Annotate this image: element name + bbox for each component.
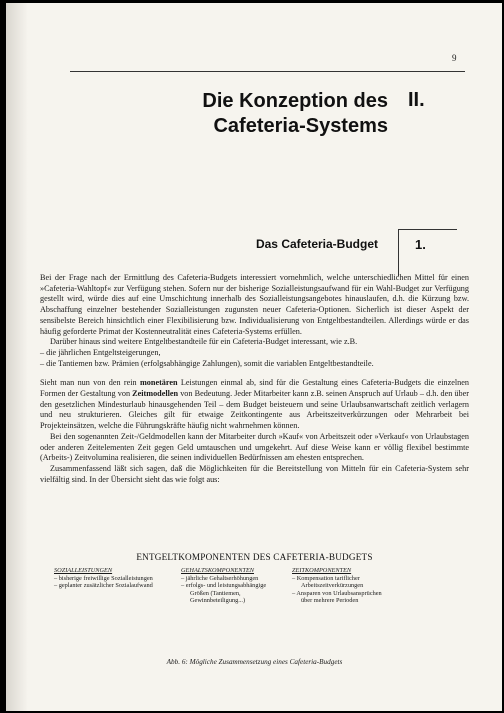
list-item: – die jährlichen Entgeltsteigerungen, xyxy=(40,347,161,357)
column-item: – geplanter zusätzlicher Sozialaufwand xyxy=(54,582,153,590)
figure-title: ENTGELTKOMPONENTEN DES CAFETERIA-BUDGETS xyxy=(136,552,373,562)
header-rule xyxy=(70,71,465,72)
paragraph-2: Darüber hinaus sind weitere Entgeltbestandteile für ein Cafeteria-Budget interessant, wie z.B. xyxy=(50,337,358,347)
paragraph-5: Zusammenfassend läßt sich sagen, daß die Möglichkeiten für die Bereitstellung von Mitteln für ein Cafeteria-System sehr vielfältig sind. In der Übersicht sieht das wie folgt aus: xyxy=(40,463,469,484)
section-bracket xyxy=(398,229,457,276)
column-item: – Ansparen von Urlaubsansprüchen über mehrere Perioden xyxy=(292,589,382,605)
figure-column-time xyxy=(292,567,392,605)
column-heading: ZEITKOMPONENTEN xyxy=(292,567,352,574)
list-item: – die Tantiemen bzw. Prämien (erfolgsabhängige Zahlungen), somit die variablen Entgeltbestandteile. xyxy=(40,358,374,368)
figure-column-social xyxy=(54,567,172,590)
component-list xyxy=(40,348,469,369)
emphasis-time-models: Zeitmodellen xyxy=(132,389,179,399)
body-text xyxy=(40,273,469,485)
paragraph-1: Bei der Frage nach der Ermittlung des Cafeteria-Budgets interessiert vornehmlich, welche unterschiedlichen Mittel für einen »Cafeteria-Wahltopf« zur Verfügung stehen. Sofern nur der bisherige Sozialleistungsaufwand für ein Wahl-Budget zur Verfügung gestellt wird, würde dies auf eine Umschichtung innerhalb des Sozialleistungsangebotes hinauslaufen, d.h. die Kürzung bzw. Abschaffung einzelner bestehender Sozialleistungen zugunsten neuer Cafeteria-Optionen. Sicherlich ist dieser Aspekt der sensibelste Bereich hinsichtlich einer Flexibilisierung bzw. Individualisierung von Entgeltbestandteilen. Allerdings würde er das häufig geforderte Primat der Kostenneutralität eines Cafeteria-Systems erfüllen. xyxy=(40,273,469,336)
paragraph-3-text: Leistungen einmal ab, sind für die Gestaltung eines Cafeteria-Budgets die einzelnen Formen der Gestaltung von xyxy=(40,378,469,399)
column-heading: GEHALTSKOMPONENTEN xyxy=(181,567,254,574)
column-list xyxy=(292,575,392,605)
column-item: – Kompensation tariflicher Arbeitszeitverkürzungen xyxy=(292,574,364,590)
page-number: 9 xyxy=(452,53,457,63)
figure-caption: Abb. 6: Mögliche Zusammensetzung eines Cafeteria-Budgets xyxy=(166,658,343,666)
binding-gutter xyxy=(6,3,28,711)
chapter-title-line-2: Cafeteria-Systems xyxy=(213,115,388,137)
column-list xyxy=(181,575,276,605)
chapter-number: II. xyxy=(408,89,425,111)
document-page xyxy=(6,3,502,711)
column-item: – bisherige freiwillige Sozialleistungen xyxy=(54,574,153,582)
figure-column-salary xyxy=(181,567,276,605)
paragraph-3-text: Sieht man nun von den rein xyxy=(40,378,140,388)
section-title: Das Cafeteria-Budget xyxy=(255,237,378,251)
section-number: 1. xyxy=(415,237,426,252)
column-item: – erfolgs- und leistungsabhängige Größen (Tantiemen, Gewinnbeteiligung...) xyxy=(181,582,267,605)
paragraph-3 xyxy=(40,378,469,432)
emphasis-monetary: monetären xyxy=(139,378,178,388)
column-list xyxy=(54,575,172,590)
chapter-title xyxy=(156,89,388,139)
chapter-title-line-1: Die Konzeption des xyxy=(202,90,388,112)
column-heading: SOZIALLEISTUNGEN xyxy=(54,567,113,574)
column-item: – jährliche Gehaltserhöhungen xyxy=(181,574,259,582)
paragraph-4: Bei den sogenannten Zeit-/Geldmodellen kann der Mitarbeiter durch »Kauf« von Arbeitszeit oder »Verkauf« von Urlaubstagen oder anderen Zeitelementen Zeit gegen Geld umtauschen und umgekehrt. Auf diese Weise kann er völlig flexibel bestimmte (Arbeits-) Zeitvolumina realisieren, die seinen individuellen Bedürfnissen am ehesten entsprechen. xyxy=(40,431,469,463)
paragraph-3-text: von Bedeutung. Jeder Mitarbeiter kann z.B. seinen Anspruch auf Urlaub – d.h. den über den gesetzlichen Mindesturlaub hinausgehenden Teil – dem Budget beisteuern und seine Urlaubsanwartschaft zeitlich verlagern und neu strukturieren. Gleiches gilt für etwaige Zeitkontingente aus Arbeitszeitverkürzungen oder Mehrarbeit bei Projekteinsätzen, welche die Führungskräfte häufig nicht wahrnehmen können. xyxy=(40,389,469,431)
